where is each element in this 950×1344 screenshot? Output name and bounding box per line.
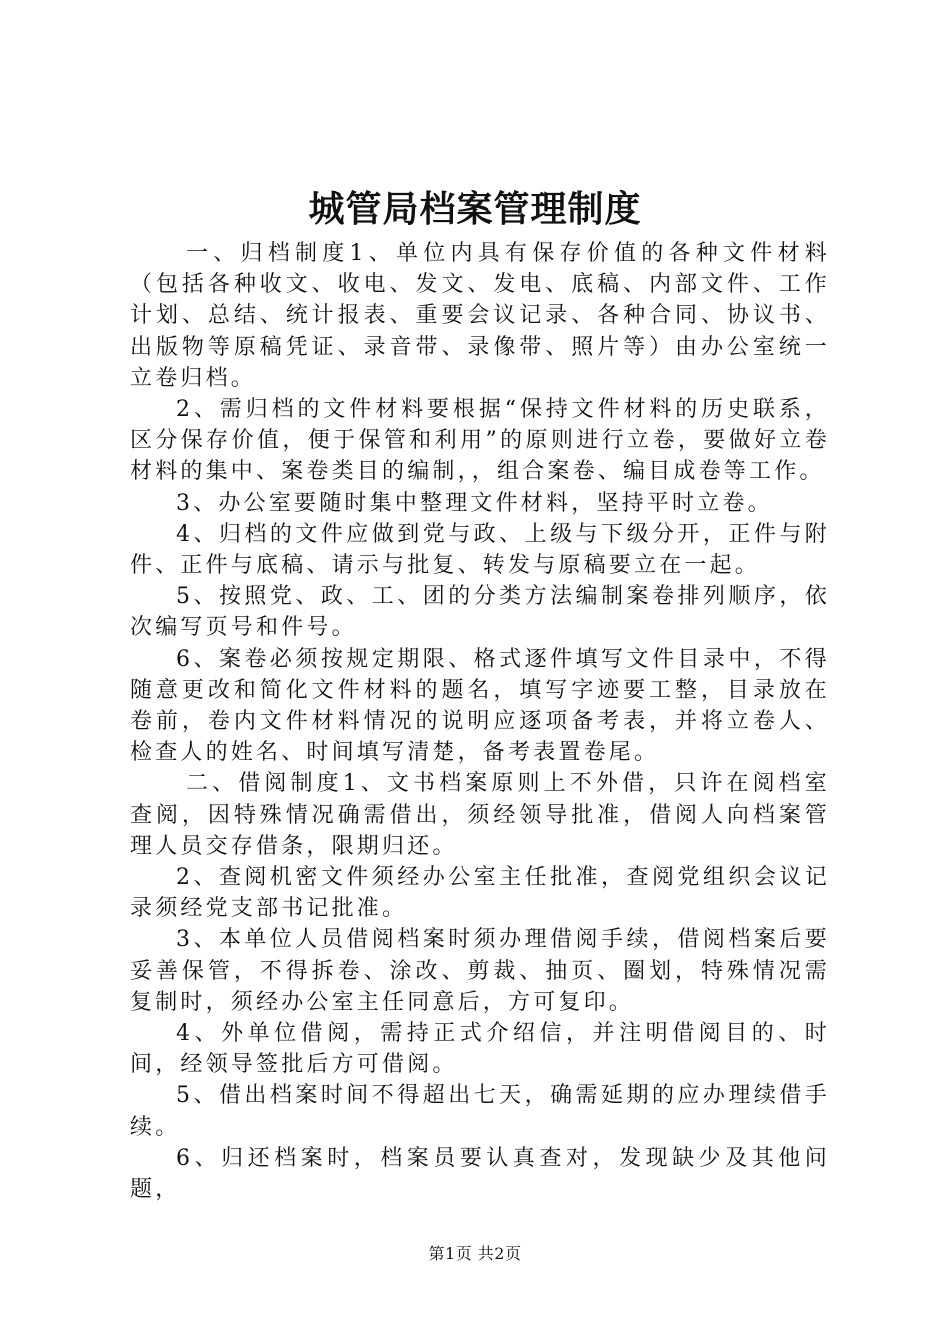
document-body	[130, 238, 830, 1205]
paragraph-borrowing-2: 2、查阅机密文件须经办公室主任批准，查阅党组织会议记录须经党支部书记批准。	[130, 865, 830, 922]
paragraph-borrowing-4: 4、外单位借阅，需持正式介绍信，并注明借阅目的、时间，经领导签批后方可借阅。	[130, 1021, 830, 1078]
paragraph-archiving-5: 5、按照党、政、工、团的分类方法编制案卷排列顺序，依次编写页号和件号。	[130, 584, 830, 641]
paragraph-borrowing-3: 3、本单位人员借阅档案时须办理借阅手续，借阅档案后要妥善保管，不得拆卷、涂改、剪裁、抽页、圈划，特殊情况需复制时，须经办公室主任同意后，方可复印。	[130, 927, 830, 1015]
paragraph-borrowing-6: 6、归还档案时，档案员要认真查对，发现缺少及其他问题，	[130, 1145, 830, 1203]
page-number-footer: 第1页 共2页	[428, 1244, 522, 1263]
paragraph-archiving-3: 3、办公室要随时集中整理文件材料，坚持平时立卷。	[176, 490, 773, 516]
paragraph-archiving-4: 4、归档的文件应做到党与政、上级与下级分开，正件与附件、正件与底稿、请示与批复、转发与原稿要立在一起。	[130, 521, 830, 579]
paragraph-borrowing-5: 5、借出档案时间不得超出七天，确需延期的应办理续借手续。	[130, 1083, 830, 1140]
paragraph-archiving-6: 6、案卷必须按规定期限、格式逐件填写文件目录中，不得随意更改和简化文件材料的题名，填写字迹要工整，目录放在卷前，卷内文件材料情况的说明应逐项备考表，并将立卷人、检查人的姓名、时间填写清楚，备考表置卷尾。	[130, 646, 830, 766]
paragraph-archiving-system: 一、归档制度1、单位内具有保存价值的各种文件材料（包括各种收文、收电、发文、发电、底稿、内部文件、工作计划、总结、统计报表、重要会议记录、各种合同、协议书、出版物等原稿凭证、录音带、录像带、照片等）由办公室统一立卷归档。	[130, 241, 830, 391]
paragraph-borrowing-system: 二、借阅制度1、文书档案原则上不外借，只许在阅档室查阅，因特殊情况确需借出，须经领导批准，借阅人向档案管理人员交存借条，限期归还。	[130, 771, 830, 859]
document-title: 城管局档案管理制度	[308, 188, 642, 230]
paragraph-archiving-2: 2、需归档的文件材料要根据“保持文件材料的历史联系，区分保存价值，便于保管和利用”的原则进行立卷，要做好立卷材料的集中、案卷类目的编制，，组合案卷、编目成卷等工作。	[130, 397, 830, 485]
